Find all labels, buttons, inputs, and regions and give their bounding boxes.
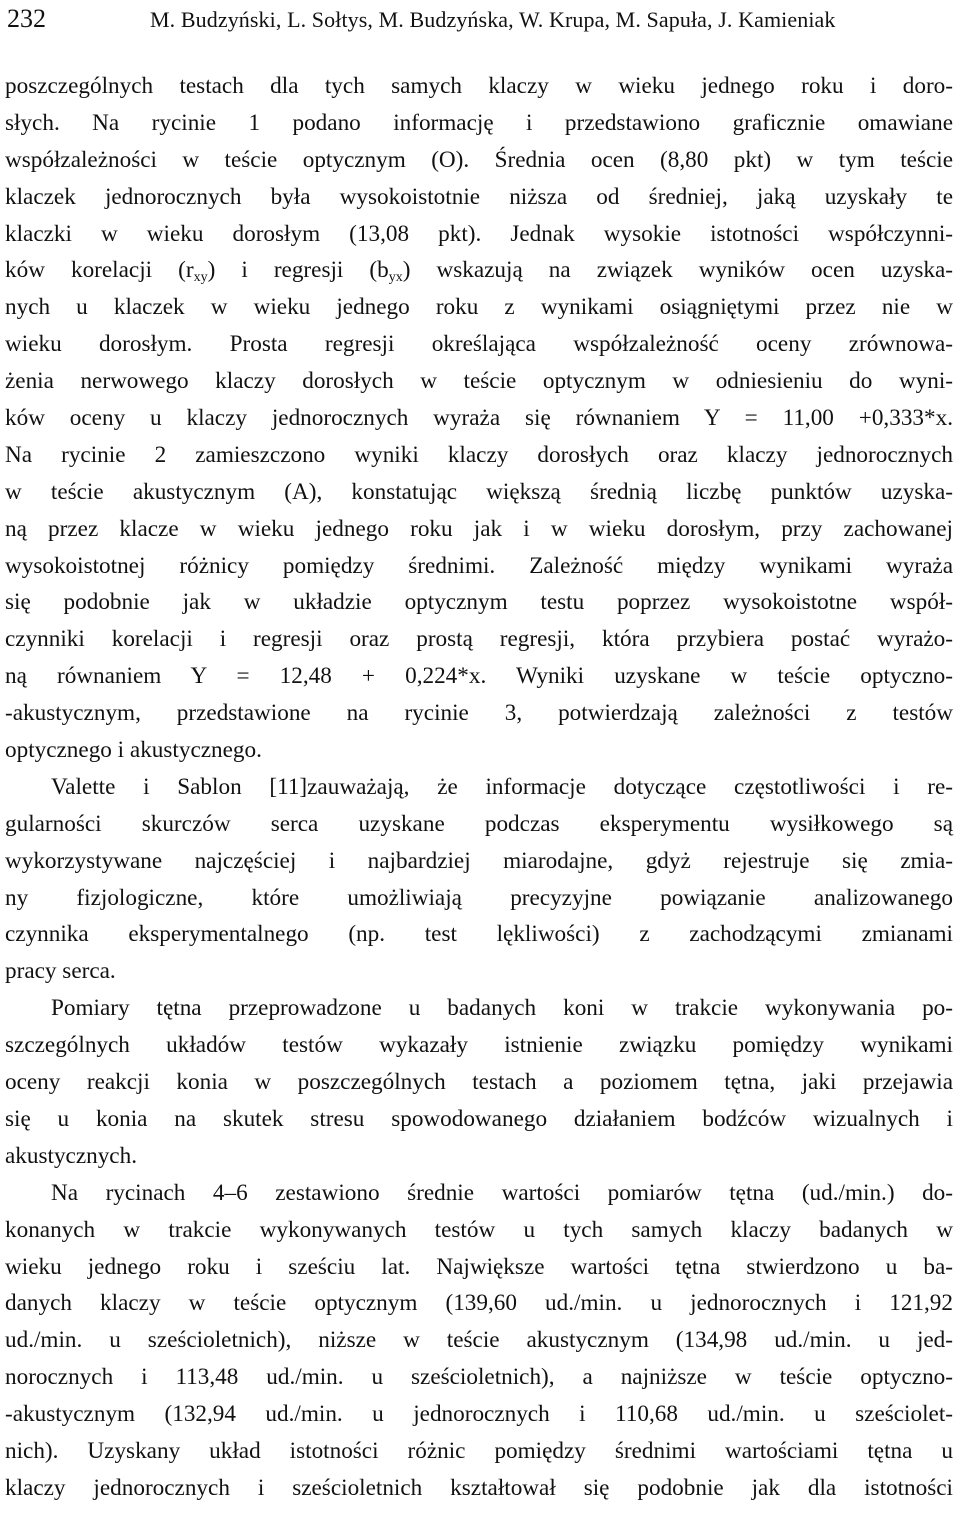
text-line: -akustycznym (132,94 ud./min. u jednorocznych i 110,68 ud./min. u sześciolet- — [5, 1401, 953, 1428]
text-line: żenia nerwowego klaczy dorosłych w teście optycznym w odniesieniu do wyni- — [5, 368, 953, 395]
text-line: nych u klaczek w wieku jednego roku z wynikami osiągniętymi przez nie w — [5, 294, 953, 321]
text-line: wykorzystywane najczęściej i najbardziej miarodajne, gdyż rejestruje się zmia- — [5, 847, 953, 874]
text-line: nich). Uzyskany układ istotności różnic pomiędzy średnimi wartościami tętna u — [5, 1437, 953, 1464]
text-line: wieku jednego roku i sześciu lat. Największe wartości tętna stwierdzono u ba- — [5, 1253, 953, 1280]
body-text — [5, 68, 953, 1507]
text-line: wysokoistotnej różnicy pomiędzy średnimi. Zależność między wynikami wyraża — [5, 552, 953, 579]
text-line-with-subscripts — [5, 252, 953, 289]
text-line: gularności skurczów serca uzyskane podczas eksperymentu wysiłkowego są — [5, 810, 953, 837]
running-header — [5, 0, 953, 48]
text-line: wieku dorosłym. Prosta regresji określająca współzależność oceny zrównowa- — [5, 331, 953, 358]
text-line: Valette i Sablon [11]zauważają, że informacje dotyczące częstotliwości i re- — [51, 773, 953, 800]
page-number: 232 — [7, 4, 46, 33]
text-line: ud./min. u sześcioletnich), niższe w teście akustycznym (134,98 ud./min. u jed- — [5, 1327, 953, 1354]
text-line: danych klaczy w teście optycznym (139,60 ud./min. u jednorocznych i 121,92 — [5, 1290, 953, 1317]
subscript-yx: yx — [388, 270, 403, 286]
text-line: klaczek jednorocznych była wysokoistotnie niższa od średniej, jaką uzyskały te — [5, 183, 953, 210]
text-line: ny fizjologiczne, które umożliwiają precyzyjne powiązanie analizowanego — [5, 884, 953, 911]
text-line: -akustycznym, przedstawione na rycinie 3, potwierdzają zależności z testów — [5, 700, 953, 727]
text-line: współzależności w teście optycznym (O). Średnia ocen (8,80 pkt) w tym teście — [5, 146, 953, 173]
text-line: Na rycinach 4–6 zestawiono średnie wartości pomiarów tętna (ud./min.) do- — [51, 1179, 953, 1206]
text-line: klaczki w wieku dorosłym (13,08 pkt). Jednak wysokie istotności współczynni- — [5, 220, 953, 247]
text-line: się u konia na skutek stresu spowodowanego działaniem bodźców wizualnych i — [5, 1105, 953, 1132]
text-line: akustycznych. — [5, 1142, 137, 1169]
text-line: ną przez klacze w wieku jednego roku jak i w wieku dorosłym, przy zachowanej — [5, 515, 953, 542]
text-fragment: ków korelacji (r — [5, 257, 194, 284]
text-line: ków oceny u klaczy jednorocznych wyraża się równaniem Y = 11,00 +0,333*x. — [5, 405, 953, 432]
text-line: się podobnie jak w układzie optycznym testu poprzez wysokoistotne współ- — [5, 589, 953, 616]
text-line: oceny reakcji konia w poszczególnych testach a poziomem tętna, jaki przejawia — [5, 1069, 953, 1096]
page — [5, 0, 953, 1501]
text-line: konanych w trakcie wykonywanych testów u tych samych klaczy badanych w — [5, 1216, 953, 1243]
text-line: czynniki korelacji i regresji oraz prostą regresji, która przybiera postać wyrażo- — [5, 626, 953, 653]
text-fragment: ) i regresji (b — [207, 257, 389, 284]
text-line: Pomiary tętna przeprowadzone u badanych koni w trakcie wykonywania po- — [51, 995, 953, 1022]
running-header-authors: M. Budzyński, L. Sołtys, M. Budzyńska, W. Krupa, M. Sapuła, J. Kamieniak — [150, 7, 836, 32]
text-fragment: ) wskazują na związek wyników ocen uzyska- — [402, 257, 953, 284]
text-line: norocznych i 113,48 ud./min. u sześcioletnich), a najniższe w teście optyczno- — [5, 1364, 953, 1391]
subscript-xy: xy — [193, 270, 208, 286]
text-line: poszczególnych testach dla tych samych klaczy w wieku jednego roku i doro- — [5, 73, 953, 99]
text-line: klaczy jednorocznych i sześcioletnich kształtował się podobnie jak dla istotności — [5, 1474, 953, 1501]
text-line: pracy serca. — [5, 958, 116, 985]
text-line: słych. Na rycinie 1 podano informację i przedstawiono graficznie omawiane — [5, 109, 953, 136]
text-line: Na rycinie 2 zamieszczono wyniki klaczy dorosłych oraz klaczy jednorocznych — [5, 441, 953, 468]
text-line: szczególnych układów testów wykazały istnienie związku pomiędzy wynikami — [5, 1032, 953, 1059]
text-line: ną równaniem Y = 12,48 + 0,224*x. Wyniki uzyskane w teście optyczno- — [5, 663, 953, 690]
text-line: optycznego i akustycznego. — [5, 737, 262, 764]
text-line: czynnika eksperymentalnego (np. test lękliwości) z zachodzącymi zmianami — [5, 921, 953, 948]
text-line: w teście akustycznym (A), konstatując większą średnią liczbę punktów uzyska- — [5, 478, 953, 505]
